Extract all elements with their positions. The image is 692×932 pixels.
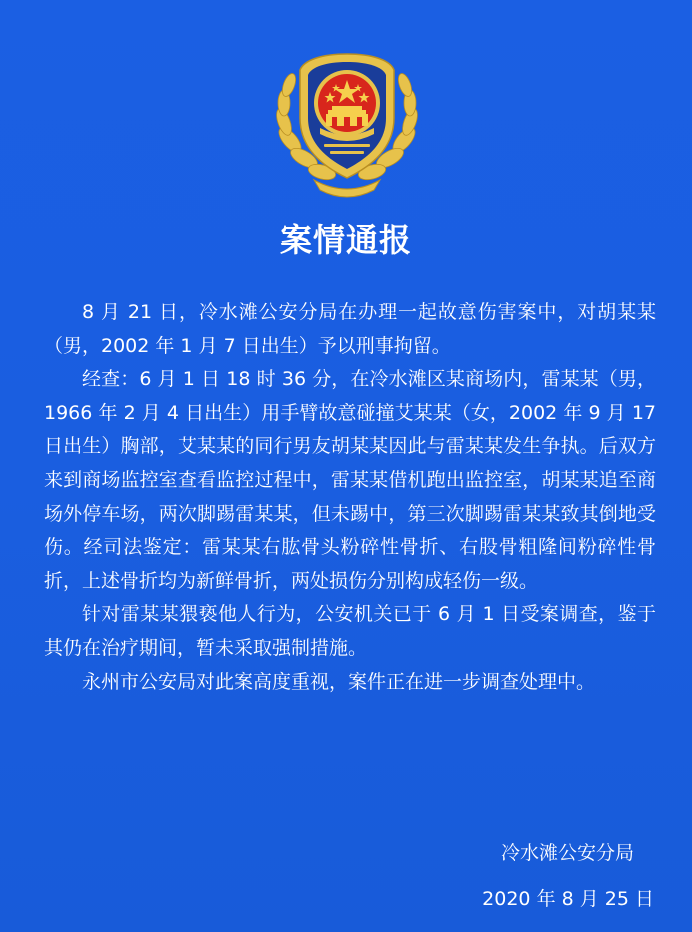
notice-body — [44, 296, 656, 699]
signature-organization: 冷水滩公安分局 — [500, 842, 634, 864]
paragraph: 针对雷某某猥亵他人行为，公安机关已于 6 月 1 日受案调查，鉴于其仍在治疗期间，暂未采取强制措施。 — [44, 603, 656, 659]
page-title: 案情通报 — [279, 221, 412, 259]
paragraph: 8 月 21 日，冷水滩公安分局在办理一起故意伤害案中，对胡某某（男，2002 年 1 月 7 日出生）予以刑事拘留。 — [44, 301, 656, 357]
paragraph: 经查：6 月 1 日 18 时 36 分，在冷水滩区某商场内，雷某某（男，1966 年 2 月 4 日出生）用手臂故意碰撞艾某某（女，2002 年 9 月 17 日出生）胸部，艾某某的同行男友胡某某因此与雷某某发生争执。后双方来到商场监控室查看监控过程中，雷某某借机跑出监控室，胡某某追至商场外停车场，两次脚踢雷某某，但未踢中，第三次脚踢雷某某致其倒地受伤。经司法鉴定：雷某某右肱骨头粉碎性骨折、右股骨粗隆间粉碎性骨折，上述骨折均为新鲜骨折，两处损伤分别构成轻伤一级。 — [44, 368, 656, 592]
signature-date: 2020 年 8 月 25 日 — [482, 888, 654, 910]
police-emblem-icon — [262, 48, 432, 198]
paragraph: 永州市公安局对此案高度重视，案件正在进一步调查处理中。 — [82, 670, 596, 693]
